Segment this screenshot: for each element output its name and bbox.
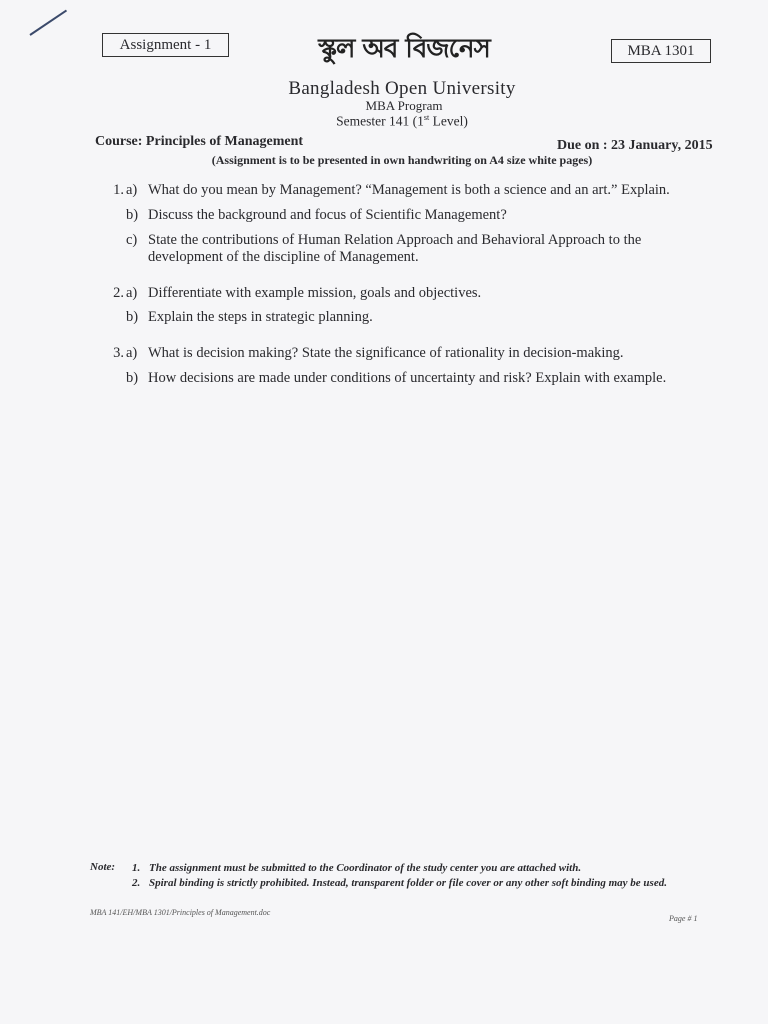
question-text: Differentiate with example mission, goals and objectives. — [148, 285, 482, 301]
note-text: Spiral binding is strictly prohibited. Instead, transparent folder or file cover or any other soft binding may be used. — [149, 877, 667, 889]
instruction-line: (Assignment is to be presented in own handwriting on A4 size white pages) — [211, 153, 593, 167]
question-text: Explain the steps in strategic planning. — [148, 309, 373, 325]
question-part: a) — [126, 345, 138, 361]
semester-suffix: Level) — [429, 113, 468, 129]
note-text: The assignment must be submitted to the Coordinator of the study center you are attached with. — [149, 862, 582, 874]
note-number: 2. — [132, 877, 141, 889]
school-logo: স্কুল অব বিজনেস — [318, 34, 490, 64]
file-path: MBA 141/EH/MBA 1301/Principles of Management.doc — [90, 908, 271, 917]
question-part: a) — [126, 285, 138, 301]
note-number: 1. — [132, 862, 141, 874]
question-text: How decisions are made under conditions of uncertainty and risk? Explain with example. — [148, 370, 667, 386]
question-part: a) — [126, 182, 138, 198]
university-name: Bangladesh Open University — [288, 78, 516, 99]
question-text: What do you mean by Management? “Management is both a science and an art.” Explain. — [148, 182, 670, 198]
question-text: What is decision making? State the significance of rationality in decision-making. — [148, 345, 624, 361]
program-name: MBA Program — [365, 98, 443, 113]
semester-prefix: Semester 141 (1 — [336, 113, 424, 129]
question-text: State the contributions of Human Relation Approach and Behavioral Approach to the development of the discipline of Management. — [148, 232, 642, 265]
semester-sup: st — [423, 113, 430, 122]
course-code-box: MBA 1301 — [611, 39, 711, 63]
due-date: Due on : 23 January, 2015 — [557, 138, 713, 153]
assignment-label-box: Assignment - 1 — [102, 33, 229, 57]
pen-mark — [29, 10, 67, 36]
semester-line — [18, 113, 768, 130]
question-part: b) — [126, 370, 139, 386]
note-label: Note: — [90, 861, 116, 873]
course-title: Course: Principles of Management — [95, 134, 304, 149]
page-number: Page # 1 — [669, 914, 698, 923]
question-part: c) — [126, 232, 138, 248]
question-part: b) — [126, 207, 139, 223]
question-number: 3. — [113, 345, 124, 361]
question-number: 2. — [113, 285, 124, 301]
question-part: b) — [126, 309, 139, 325]
question-text: Discuss the background and focus of Scientific Management? — [148, 207, 507, 223]
question-number: 1. — [113, 182, 124, 198]
